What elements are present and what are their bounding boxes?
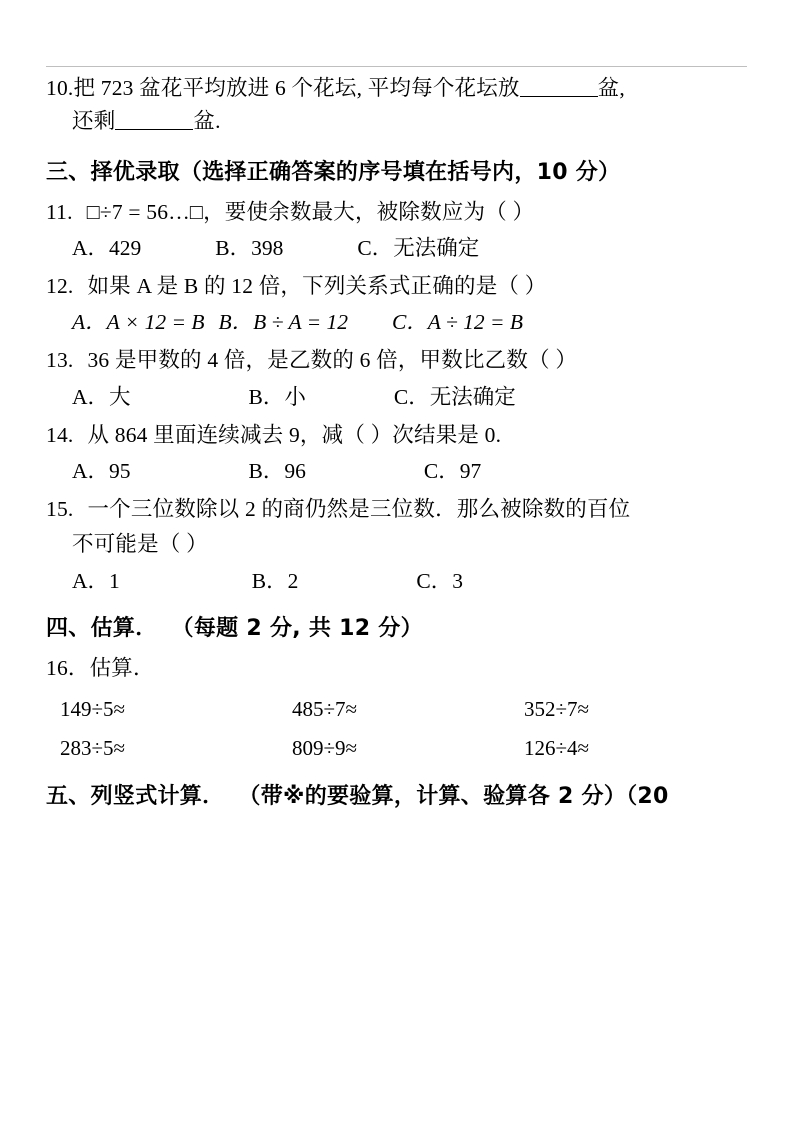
option-a[interactable]: A．A × 12 = B — [72, 310, 205, 335]
question-13-answer-paren[interactable]: （ ） — [528, 348, 578, 373]
header-divider — [46, 66, 747, 67]
question-15-number: 15. — [46, 496, 74, 521]
option-c[interactable]: C．97 — [423, 458, 482, 483]
question-14-options — [46, 454, 747, 485]
option-a[interactable]: A．429 — [72, 235, 142, 260]
question-16-label: 16．估算． — [46, 655, 155, 680]
question-15-options — [46, 564, 747, 595]
section-4-note: （每题 2 分, 共 12 分） — [171, 615, 423, 641]
section-heading-3 — [46, 155, 747, 186]
section-heading-4 — [46, 611, 747, 642]
section-heading-5 — [46, 779, 747, 810]
estimate-expression[interactable]: 149÷5≈ — [60, 696, 126, 721]
question-13 — [46, 344, 747, 377]
question-10-line-1 — [46, 72, 747, 105]
question-15-text-1: 一个三位数除以 2 的商仍然是三位数．那么被除数的百位 — [87, 496, 631, 521]
option-b[interactable]: B．398 — [215, 235, 284, 260]
question-10-text-1: 10.把 723 盆花平均放进 6 个花坛, 平均每个花坛放 — [46, 76, 520, 100]
question-14-answer-paren[interactable]: （ ） — [343, 422, 393, 447]
option-b[interactable]: B．B ÷ A = 12 — [218, 310, 348, 335]
question-11-text: □÷7 = 56…□，要使余数最大，被除数应为 — [86, 199, 486, 224]
estimate-expression[interactable]: 126÷4≈ — [524, 735, 590, 760]
section-3-note: （选择正确答案的序号填在括号内，10 分） — [179, 159, 621, 185]
question-15-answer-paren[interactable]: （ ） — [158, 532, 208, 557]
question-11-number: 11. — [46, 199, 73, 224]
option-c[interactable]: C．无法确定 — [357, 235, 480, 260]
section-4-title: 四、估算． — [46, 614, 158, 641]
option-a[interactable]: A．95 — [72, 458, 131, 483]
option-b[interactable]: B．2 — [251, 568, 299, 593]
question-15-cont — [46, 528, 747, 561]
question-14-text-2: 次结果是 0. — [392, 422, 502, 447]
question-12-options — [46, 305, 747, 336]
answer-blank[interactable] — [520, 96, 598, 97]
estimate-expression[interactable]: 283÷5≈ — [60, 735, 126, 760]
estimate-expression[interactable]: 485÷7≈ — [292, 696, 358, 721]
page-content — [46, 0, 747, 810]
section-3-title: 三、择优录取 — [46, 158, 180, 185]
question-10-tail-1: 盆, — [597, 76, 625, 100]
question-10 — [46, 72, 747, 139]
section-5-title: 五、列竖式计算． — [46, 782, 225, 809]
question-14-number: 14. — [46, 422, 74, 447]
question-15 — [46, 493, 747, 526]
question-11-options — [46, 231, 747, 262]
question-16 — [46, 652, 747, 685]
option-a[interactable]: A．1 — [72, 568, 120, 593]
option-c[interactable]: C．无法确定 — [393, 384, 516, 409]
question-12-number: 12. — [46, 273, 74, 298]
question-12-answer-paren[interactable]: （ ） — [497, 273, 547, 298]
estimate-row — [46, 736, 747, 761]
question-14 — [46, 419, 747, 452]
question-11 — [46, 196, 747, 229]
option-a[interactable]: A．大 — [72, 384, 131, 409]
estimate-expression[interactable]: 352÷7≈ — [524, 696, 590, 721]
option-c[interactable]: C．A ÷ 12 = B — [391, 310, 523, 335]
answer-blank[interactable] — [115, 129, 193, 130]
question-12-text: 如果 A 是 B 的 12 倍，下列关系式正确的是 — [87, 273, 498, 298]
question-10-line-2 — [46, 105, 747, 138]
estimate-expression[interactable]: 809÷9≈ — [292, 735, 358, 760]
question-13-number: 13. — [46, 348, 74, 373]
question-10-text-2: 还剩 — [72, 109, 116, 134]
question-10-tail-2: 盆. — [193, 109, 221, 134]
option-c[interactable]: C．3 — [416, 568, 463, 593]
option-b[interactable]: B．小 — [248, 384, 306, 409]
question-12 — [46, 270, 747, 303]
question-13-options — [46, 380, 747, 411]
option-b[interactable]: B．96 — [248, 458, 306, 483]
question-11-answer-paren[interactable]: （ ） — [485, 199, 535, 224]
question-15-text-2: 不可能是 — [72, 532, 159, 557]
question-13-text: 36 是甲数的 4 倍，是乙数的 6 倍，甲数比乙数 — [87, 348, 529, 373]
section-5-note: （带※的要验算，计算、验算各 2 分）（20 — [238, 783, 669, 809]
question-14-text-1: 从 864 里面连续减去 9，减 — [87, 422, 344, 447]
estimate-row — [46, 697, 747, 722]
